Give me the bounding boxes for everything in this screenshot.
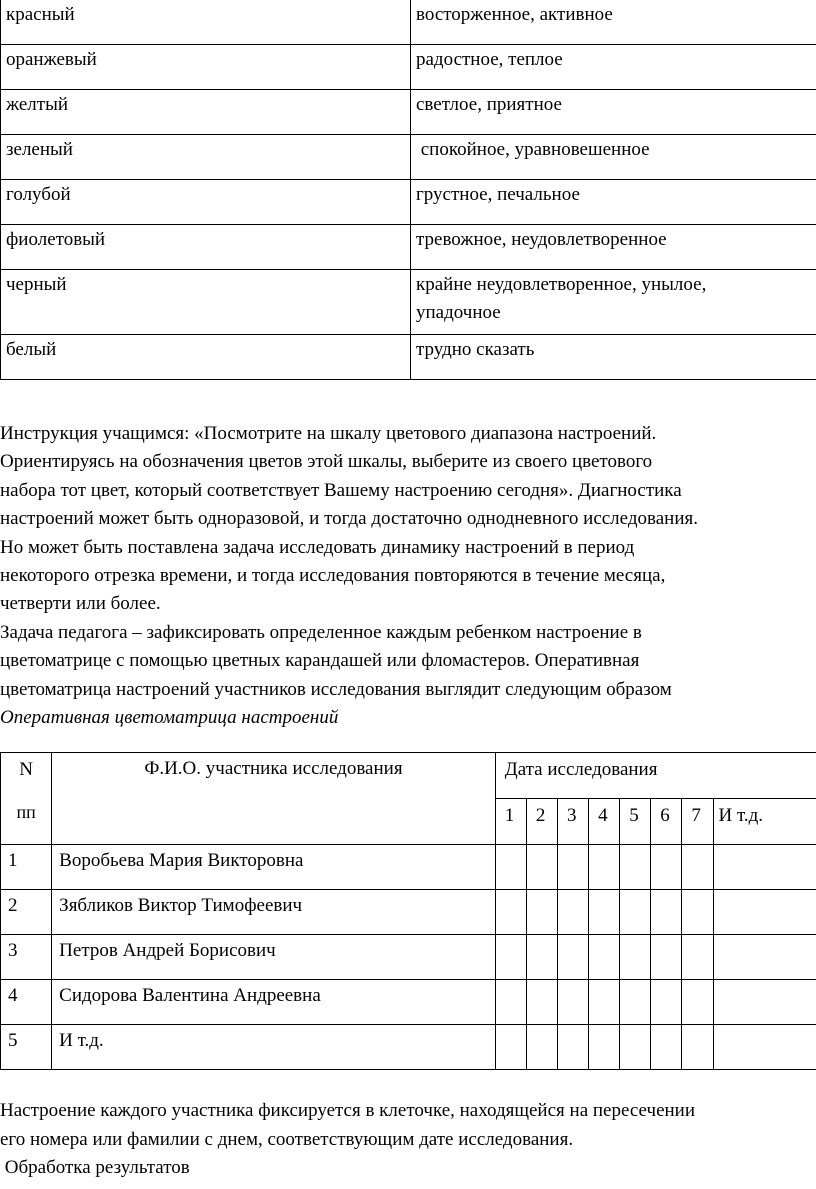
table-row xyxy=(1,890,816,935)
empty-cell xyxy=(526,980,557,1025)
text-line: Но может быть поставлена задача исследовать динамику настроений в период xyxy=(0,536,635,558)
date-header: Дата исследования xyxy=(495,753,816,799)
day-cell: 6 xyxy=(651,799,682,845)
table-row xyxy=(1,90,816,135)
table-row xyxy=(1,845,816,890)
empty-cell xyxy=(651,845,682,890)
table-row xyxy=(1,180,816,225)
matrix-caption: Оперативная цветоматрица настроений xyxy=(0,706,339,728)
empty-cell xyxy=(651,980,682,1025)
table-row xyxy=(1,935,816,980)
mood-cell: радостное, теплое xyxy=(411,45,816,90)
participant-name: И т.д. xyxy=(52,1025,496,1070)
empty-cell xyxy=(526,845,557,890)
empty-cell xyxy=(620,980,651,1025)
row-number: 5 xyxy=(1,1025,52,1070)
empty-cell xyxy=(495,935,526,980)
text-line: цветоматрице с помощью цветных карандашей или фломастеров. Оперативная xyxy=(0,650,640,672)
text-line: Задача педагога – зафиксировать определенное каждым ребенком настроение в xyxy=(0,621,642,643)
header-row xyxy=(1,753,816,799)
empty-cell xyxy=(713,1025,816,1070)
participant-name: Петров Андрей Борисович xyxy=(52,935,496,980)
section-heading: Обработка результатов xyxy=(0,1157,190,1178)
text-line: некоторого отрезка времени, и тогда исследования повторяются в течение месяца, xyxy=(0,564,666,586)
text-line: набора тот цвет, который соответствует Вашему настроению сегодня». Диагностика xyxy=(0,479,682,501)
text-line: его номера или фамилии с днем, соответствующим дате исследования. xyxy=(0,1128,574,1150)
empty-cell xyxy=(682,1025,713,1070)
empty-cell xyxy=(713,935,816,980)
empty-cell xyxy=(589,980,620,1025)
text-line: Настроение каждого участника фиксируется в клеточке, находящейся на пересечении xyxy=(0,1100,696,1121)
row-number: 1 xyxy=(1,845,52,890)
mood-cell: спокойное, уравновешенное xyxy=(411,135,816,180)
empty-cell xyxy=(589,1025,620,1070)
color-cell: желтый xyxy=(1,90,411,135)
empty-cell xyxy=(651,1025,682,1070)
mood-cell: трудно сказать xyxy=(411,335,816,380)
table-row xyxy=(1,135,816,180)
day-cell: 3 xyxy=(557,799,588,845)
table-row xyxy=(1,1025,816,1070)
instructions-paragraph xyxy=(0,420,816,732)
n-label: N xyxy=(19,759,33,780)
empty-cell xyxy=(557,845,588,890)
mood-cell: светлое, приятное xyxy=(411,90,816,135)
row-number: 2 xyxy=(1,890,52,935)
table-row xyxy=(1,980,816,1025)
participant-name: Сидорова Валентина Андреевна xyxy=(52,980,496,1025)
row-number: 4 xyxy=(1,980,52,1025)
empty-cell xyxy=(526,890,557,935)
participant-name: Воробьева Мария Викторовна xyxy=(52,845,496,890)
empty-cell xyxy=(651,935,682,980)
color-cell: белый xyxy=(1,335,411,380)
table-row xyxy=(1,225,816,270)
table-row xyxy=(1,270,816,335)
day-cell: И т.д. xyxy=(713,799,816,845)
empty-cell xyxy=(713,980,816,1025)
empty-cell xyxy=(526,935,557,980)
mood-cell: восторженное, активное xyxy=(411,0,816,45)
empty-cell xyxy=(495,1025,526,1070)
empty-cell xyxy=(713,845,816,890)
color-cell: голубой xyxy=(1,180,411,225)
empty-cell xyxy=(713,890,816,935)
mood-cell: тревожное, неудовлетворенное xyxy=(411,225,816,270)
footer-paragraph xyxy=(0,1097,816,1183)
text-line: четверти или более. xyxy=(0,593,161,615)
empty-cell xyxy=(620,935,651,980)
participant-name: Зябликов Виктор Тимофеевич xyxy=(52,890,496,935)
text-line: Ориентируясь на обозначения цветов этой шкалы, выберите из своего цветового xyxy=(0,451,653,473)
empty-cell xyxy=(589,845,620,890)
empty-cell xyxy=(682,845,713,890)
empty-cell xyxy=(589,935,620,980)
empty-cell xyxy=(620,1025,651,1070)
day-cell: 2 xyxy=(526,799,557,845)
mood-cell xyxy=(411,270,816,335)
color-cell: черный xyxy=(1,270,411,335)
day-cell: 1 xyxy=(495,799,526,845)
empty-cell xyxy=(557,1025,588,1070)
color-cell: фиолетовый xyxy=(1,225,411,270)
empty-cell xyxy=(526,1025,557,1070)
mood-line-2: упадочное xyxy=(416,302,501,323)
empty-cell xyxy=(682,980,713,1025)
day-cell: 4 xyxy=(589,799,620,845)
pp-label: пп xyxy=(16,802,36,822)
empty-cell xyxy=(495,845,526,890)
day-cell: 7 xyxy=(682,799,713,845)
mood-matrix-table xyxy=(0,752,816,1070)
empty-cell xyxy=(620,890,651,935)
color-cell: оранжевый xyxy=(1,45,411,90)
empty-cell xyxy=(682,890,713,935)
mood-cell: грустное, печальное xyxy=(411,180,816,225)
day-cell: 5 xyxy=(620,799,651,845)
table-row xyxy=(1,335,816,380)
text-line: настроений может быть одноразовой, и тогда достаточно однодневного исследования. xyxy=(0,508,698,530)
empty-cell xyxy=(682,935,713,980)
table-row xyxy=(1,45,816,90)
text-line: Инструкция учащимся: «Посмотрите на шкалу цветового диапазона настроений. xyxy=(0,423,657,444)
table-row xyxy=(1,0,816,45)
empty-cell xyxy=(495,980,526,1025)
empty-cell xyxy=(495,890,526,935)
empty-cell xyxy=(557,935,588,980)
empty-cell xyxy=(651,890,682,935)
empty-cell xyxy=(557,980,588,1025)
text-line: цветоматрица настроений участников исследования выглядит следующим образом xyxy=(0,678,672,700)
empty-cell xyxy=(620,845,651,890)
empty-cell xyxy=(589,890,620,935)
number-header xyxy=(1,753,52,845)
empty-cell xyxy=(557,890,588,935)
color-cell: зеленый xyxy=(1,135,411,180)
color-cell: красный xyxy=(1,0,411,45)
mood-line-1: крайне неудовлетворенное, унылое, xyxy=(416,274,707,295)
color-mood-table xyxy=(0,0,816,380)
fio-header: Ф.И.О. участника исследования xyxy=(52,753,496,845)
row-number: 3 xyxy=(1,935,52,980)
